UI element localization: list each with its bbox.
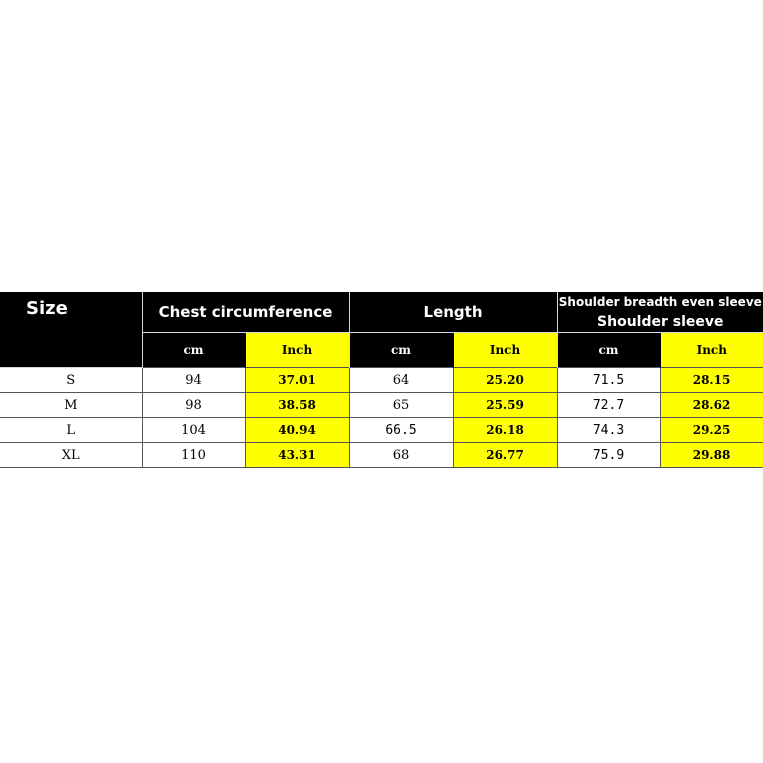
- length-cm-cell: 64: [349, 368, 453, 393]
- length-cm-cell: 68: [349, 443, 453, 468]
- size-cell: L: [0, 418, 142, 443]
- chest-cm-cell: 98: [142, 393, 245, 418]
- chest-inch-cell: 37.01: [245, 368, 349, 393]
- shoulder-cm-cell: 74.3: [557, 418, 660, 443]
- chest-inch-cell: 40.94: [245, 418, 349, 443]
- shoulder-inch-cell: 29.88: [660, 443, 763, 468]
- chest-cm-cell: 110: [142, 443, 245, 468]
- chest-cm-cell: 94: [142, 368, 245, 393]
- size-cell: XL: [0, 443, 142, 468]
- shoulder-inch-cell: 28.15: [660, 368, 763, 393]
- chest-cm-cell: 104: [142, 418, 245, 443]
- chest-header: Chest circumference: [142, 292, 349, 333]
- chest-inch-unit: Inch: [245, 333, 349, 368]
- length-header: Length: [349, 292, 557, 333]
- table-row: [0, 418, 763, 443]
- chest-cm-unit: cm: [142, 333, 245, 368]
- length-cm-cell: 65: [349, 393, 453, 418]
- table-row: [0, 393, 763, 418]
- length-inch-cell: 26.77: [453, 443, 557, 468]
- chest-inch-cell: 43.31: [245, 443, 349, 468]
- shoulder-cm-cell: 72.7: [557, 393, 660, 418]
- table-row: [0, 443, 763, 468]
- shoulder-inch-unit: Inch: [660, 333, 763, 368]
- shoulder-cm-cell: 75.9: [557, 443, 660, 468]
- size-cell: M: [0, 393, 142, 418]
- size-header: Size: [0, 292, 142, 368]
- shoulder-header-line2: Shoulder sleeve: [597, 314, 724, 330]
- length-inch-cell: 26.18: [453, 418, 557, 443]
- length-inch-unit: Inch: [453, 333, 557, 368]
- length-inch-cell: 25.20: [453, 368, 557, 393]
- length-cm-unit: cm: [349, 333, 453, 368]
- shoulder-cm-cell: 71.5: [557, 368, 660, 393]
- size-chart-table: [0, 292, 763, 468]
- length-cm-cell: 66.5: [349, 418, 453, 443]
- shoulder-cm-unit: cm: [557, 333, 660, 368]
- shoulder-inch-cell: 29.25: [660, 418, 763, 443]
- shoulder-header-line1: Shoulder breadth even sleeve: [558, 295, 762, 309]
- chest-inch-cell: 38.58: [245, 393, 349, 418]
- shoulder-inch-cell: 28.62: [660, 393, 763, 418]
- length-inch-cell: 25.59: [453, 393, 557, 418]
- size-cell: S: [0, 368, 142, 393]
- table-row: [0, 368, 763, 393]
- shoulder-header: [557, 292, 763, 333]
- header-row: [0, 292, 763, 333]
